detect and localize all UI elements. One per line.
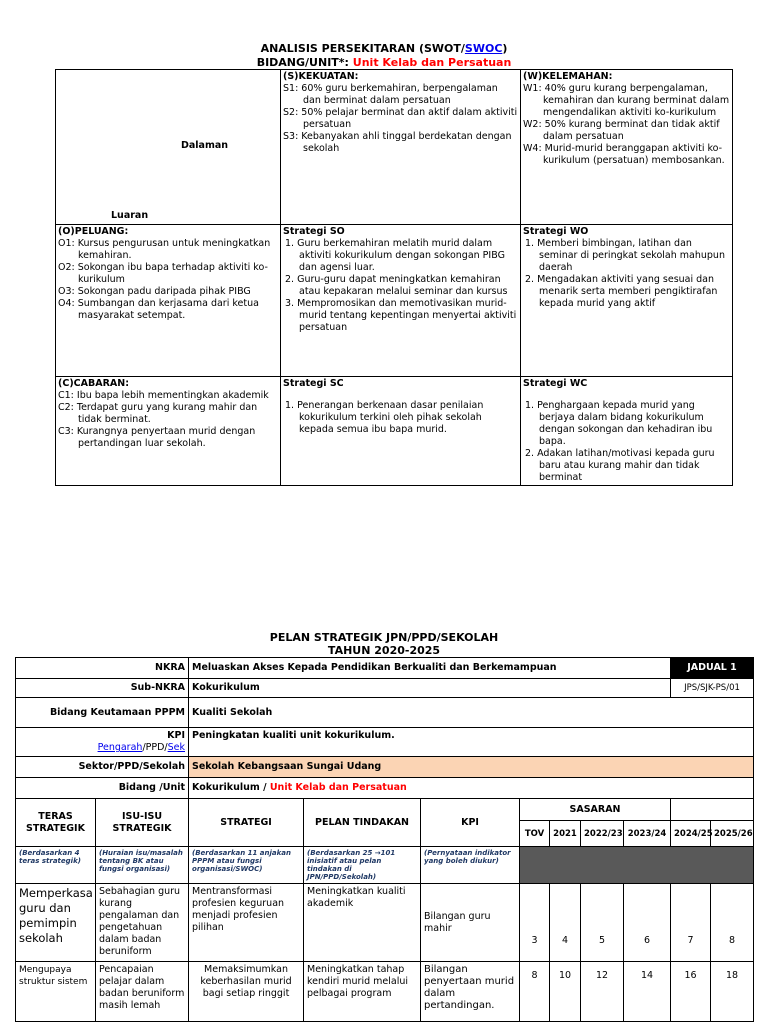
header-isu: ISU-ISU STRATEGIK <box>96 799 189 847</box>
header-year: 2023/24 <box>624 821 671 847</box>
subnkra-value: Kokurikulum <box>189 679 671 698</box>
header-year: 2024/25 <box>671 821 711 847</box>
kekuatan-item: S2: 50% pelajar berminat dan aktif dalam aktiviti persatuan <box>283 107 518 130</box>
header-sasaran: SASARAN <box>520 799 671 821</box>
bidang-keutamaan-label: Bidang Keutamaan PPPM <box>16 698 189 728</box>
kelemahan-item: W4: Murid-murid beranggapan aktiviti ko-kurikulum (persatuan) membosankan. <box>523 143 725 166</box>
header-year: 2025/26 <box>711 821 754 847</box>
row-value: 16 <box>671 962 711 1022</box>
pengarah-link[interactable]: Pengarah <box>97 742 143 753</box>
header-kpi: KPI <box>421 799 520 847</box>
row-value: 14 <box>624 962 671 1022</box>
bidang-unit-value: Kokurikulum / Unit Kelab dan Persatuan <box>189 778 754 799</box>
plan-title: PELAN STRATEGIK JPN/PPD/SEKOLAH <box>269 631 499 644</box>
note-strategi: (Berdasarkan 11 anjakan PPPM atau fungsi organisasi/SWOC) <box>189 847 304 884</box>
row-value: 12 <box>581 962 624 1022</box>
cabaran-item: C2: Terdapat guru yang kurang mahir dan tidak berminat. <box>58 402 258 425</box>
header-pelan: PELAN TINDAKAN <box>304 799 421 847</box>
note-teras: (Berdasarkan 4 teras strategik) <box>16 847 96 884</box>
wc-title: Strategi WC <box>523 378 588 389</box>
sc-title: Strategi SC <box>283 378 344 389</box>
header-strategi: STRATEGI <box>189 799 304 847</box>
nkra-label: NKRA <box>16 658 189 679</box>
peluang-item: O3: Sokongan padu daripada pihak PIBG <box>58 286 251 297</box>
sasaran-shade <box>520 847 754 884</box>
kpi-sublabel: Pengarah/PPD/Sek <box>97 742 186 753</box>
row-value: 10 <box>550 962 581 1022</box>
wo-item: 2. Mengadakan aktiviti yang sesuai dan menarik serta memberi pengiktirafan kepada murid yang aktif <box>525 274 718 309</box>
row-isu: Pencapaian pelajar dalam badan beruniform masih lemah <box>96 962 189 1022</box>
row-pelan: Meningkatkan kualiti akademik <box>304 884 421 962</box>
kekuatan-title: (S)KEKUATAN: <box>283 71 359 82</box>
row-isu: Sebahagian guru kurang pengalaman dan pengetahuan dalam badan beruniform <box>96 884 189 962</box>
row-value: 18 <box>711 962 754 1022</box>
kelemahan-title: (W)KELEMAHAN: <box>523 71 613 82</box>
peluang-title: (O)PELUANG: <box>58 226 129 237</box>
plan-code: JPS/SJK-PS/01 <box>671 679 754 698</box>
kelemahan-cell <box>521 70 733 225</box>
sek-link[interactable]: Sek <box>167 742 186 753</box>
jadual-badge: JADUAL 1 <box>671 658 754 679</box>
sektor-label: Sektor/PPD/Sekolah <box>16 757 189 778</box>
row-strategi: Mentransformasi profesien keguruan menjadi profesien pilihan <box>189 884 304 962</box>
header-year: TOV <box>520 821 550 847</box>
table-row <box>16 962 754 1022</box>
kelemahan-item: W1: 40% guru kurang berpengalaman, kemahiran dan kurang berminat dalam mengendalikan aktiviti ko-kurikulum <box>523 83 730 118</box>
wc-item: 2. Adakan latihan/motivasi kepada guru baru atau kurang mahir dan tidak berminat <box>525 448 715 483</box>
bidang-unit-label: Bidang /Unit <box>16 778 189 799</box>
kelemahan-item: W2: 50% kurang berminat dan tidak aktif dalam persatuan <box>523 119 720 142</box>
swot-corner <box>56 70 281 225</box>
row-kpi: Bilangan guru mahir <box>421 884 520 962</box>
plan-years: TAHUN 2020-2025 <box>327 644 441 657</box>
strategi-so-cell <box>281 225 521 377</box>
peluang-item: O4: Sumbangan dan kerjasama dari ketua masyarakat setempat. <box>58 298 259 321</box>
row-kpi: Bilangan penyertaan murid dalam pertandingan. <box>421 962 520 1022</box>
note-isu: (Huraian isu/masalah tentang BK atau fungsi organisasi) <box>96 847 189 884</box>
strategi-wo-cell <box>521 225 733 377</box>
row-value: 8 <box>520 962 550 1022</box>
note-kpi: (Pernyataan indikator yang boleh diukur) <box>421 847 520 884</box>
so-item: 1. Guru berkemahiran melatih murid dalam aktiviti kokurikulum dengan sokongan PIBG dan agensi luar. <box>285 238 505 273</box>
wo-title: Strategi WO <box>523 226 589 237</box>
bidang-unit-red: Unit Kelab dan Persatuan <box>269 782 407 793</box>
kekuatan-cell <box>281 70 521 225</box>
wo-item: 1. Memberi bimbingan, latihan dan seminar di peringkat sekolah mahupun daerah <box>525 238 725 273</box>
bidang-keutamaan-value: Kualiti Sekolah <box>189 698 754 728</box>
cabaran-title: (C)CABARAN: <box>58 378 129 389</box>
wc-item: 1. Penghargaan kepada murid yang berjaya dalam bidang kokurikulum dengan sokongan dan kehadiran ibu bapa. <box>525 400 713 447</box>
swot-title: ANALISIS PERSEKITARAN (SWOT/SWOC) <box>260 42 508 55</box>
subnkra-label: Sub-NKRA <box>16 679 189 698</box>
corner-dalaman: Dalaman <box>181 140 229 151</box>
so-title: Strategi SO <box>283 226 345 237</box>
strategi-wc-cell <box>521 377 733 486</box>
corner-luaran: Luaran <box>111 210 149 221</box>
peluang-cell <box>56 225 281 377</box>
kekuatan-item: S1: 60% guru berkemahiran, berpengalaman dan berminat dalam persatuan <box>283 83 498 106</box>
header-teras: TERAS STRATEGIK <box>16 799 96 847</box>
header-blank <box>671 799 754 821</box>
table-row <box>16 884 754 962</box>
kpi-value: Peningkatan kualiti unit kokurikulum. <box>189 728 754 757</box>
row-teras: Memperkasa guru dan pemimpin sekolah <box>16 884 96 962</box>
swot-bidang: BIDANG/UNIT*: Unit Kelab dan Persatuan <box>256 56 512 69</box>
note-pelan: (Berdasarkan 25 →101 inisiatif atau pelan tindakan di JPN/PPD/Sekolah) <box>304 847 421 884</box>
nkra-value: Meluaskan Akses Kepada Pendidikan Berkualiti dan Berkemampuan <box>189 658 671 679</box>
cabaran-cell <box>56 377 281 486</box>
swot-table <box>55 69 733 486</box>
kpi-label: KPI <box>167 730 186 741</box>
peluang-item: O1: Kursus pengurusan untuk meningkatkan kemahiran. <box>58 238 271 261</box>
cabaran-item: C1: Ibu bapa lebih mementingkan akademik <box>58 390 269 401</box>
plan-table <box>15 657 754 1022</box>
row-value: 8 <box>711 884 754 962</box>
kekuatan-item: S3: Kebanyakan ahli tinggal berdekatan dengan sekolah <box>283 131 512 154</box>
row-value: 4 <box>550 884 581 962</box>
so-item: 3. Mempromosikan dan memotivasikan murid-murid tentang kepentingan menyertai aktiviti persatuan <box>285 298 517 333</box>
row-pelan: Meningkatkan tahap kendiri murid melalui pelbagai program <box>304 962 421 1022</box>
strategi-sc-cell <box>281 377 521 486</box>
so-item: 2. Guru-guru dapat meningkatkan kemahiran atau kepakaran melalui seminar dan kursus <box>285 274 508 297</box>
row-value: 5 <box>581 884 624 962</box>
kpi-label-cell <box>16 728 189 757</box>
row-value: 6 <box>624 884 671 962</box>
peluang-item: O2: Sokongan ibu bapa terhadap aktiviti ko-kurikulum <box>58 262 268 285</box>
swot-bidang-value: Unit Kelab dan Persatuan <box>352 56 512 69</box>
row-value: 7 <box>671 884 711 962</box>
sc-item: 1. Penerangan berkenaan dasar penilaian kokurikulum terkini oleh pihak sekolah kepada semua ibu bapa murid. <box>285 400 484 435</box>
swoc-link[interactable]: SWOC <box>464 42 503 55</box>
header-year: 2022/23 <box>581 821 624 847</box>
row-value: 3 <box>520 884 550 962</box>
sektor-value: Sekolah Kebangsaan Sungai Udang <box>189 757 754 778</box>
cabaran-item: C3: Kurangnya penyertaan murid dengan pertandingan luar sekolah. <box>58 426 256 449</box>
row-teras: Mengupaya struktur sistem <box>16 962 96 1022</box>
row-strategi: Memaksimumkan keberhasilan murid bagi setiap ringgit <box>189 962 304 1022</box>
header-year: 2021 <box>550 821 581 847</box>
